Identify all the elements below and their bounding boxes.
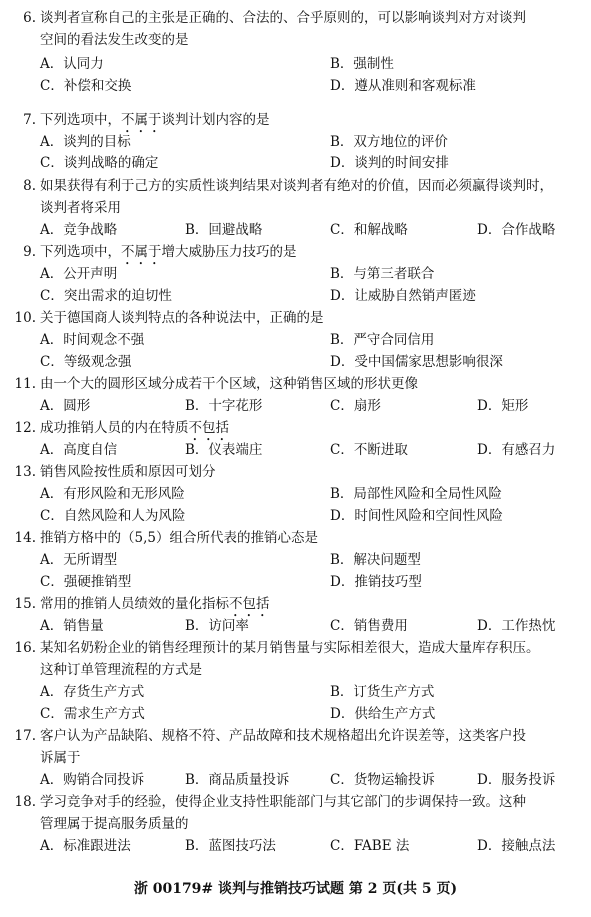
option-c: C．扇形 [330, 398, 381, 414]
option-a: A．存货生产方式 [40, 684, 145, 700]
question-number: 16. [14, 640, 36, 656]
option-a: A．谈判的目标 [40, 134, 131, 150]
option-c: C．突出需求的迫切性 [40, 288, 172, 304]
option-d: D．工作热忱 [477, 618, 556, 634]
option-a: A．购销合同投诉 [40, 772, 145, 788]
option-c: C．货物运输投诉 [330, 772, 435, 788]
question-number: 13. [14, 464, 36, 480]
page-footer: 浙 00179# 谈判与推销技巧试题 第 2 页(共 5 页) [133, 881, 458, 897]
option-d: D．推销技巧型 [330, 574, 422, 590]
question-number: 10. [14, 310, 36, 326]
stem-text: 谈判计划内容的是 [161, 112, 270, 128]
question-stem-line: 客户认为产品缺陷、规格不符、产品故障和技术规格超出允许误差等，这类客户投 [40, 728, 526, 744]
question-number: 11. [14, 376, 36, 392]
option-d: D．供给生产方式 [330, 706, 436, 722]
option-c: C．FABE 法 [330, 838, 410, 854]
option-a: A．高度自信 [40, 442, 118, 458]
option-d: D．服务投诉 [477, 772, 556, 788]
stem-text: 下列选项中， [40, 112, 121, 128]
question-stem-line: 由一个大的圆形区域分成若干个区域，这种销售区域的形状更像 [40, 376, 418, 392]
option-a: A．圆形 [40, 398, 91, 414]
question-number: 9. [23, 244, 36, 260]
option-b: B．商品质量投诉 [185, 772, 290, 788]
question-stem-line: 某知名奶粉企业的销售经理预计的某月销售量与实际相差很大，造成大量库存积压。 [40, 640, 540, 656]
option-a: A．有形风险和无形风险 [40, 486, 185, 502]
stem-text: 增大威胁压力技巧的是 [161, 244, 297, 260]
option-d: D．接触点法 [477, 838, 556, 854]
question-number: 7. [23, 112, 36, 128]
emphasis-text: 不属于 [121, 112, 162, 128]
stem-text: 下列选项中， [40, 244, 121, 260]
option-a: A．公开声明 [40, 266, 118, 282]
option-c: C．不断进取 [330, 442, 408, 458]
option-b: B．回避战略 [185, 222, 263, 238]
question-number: 15. [14, 596, 36, 612]
option-d: D．时间性风险和空间性风险 [330, 508, 503, 524]
option-b: B．与第三者联合 [330, 266, 435, 282]
question-stem-line: 空间的看法发生改变的是 [40, 32, 189, 48]
question-number: 18. [14, 794, 36, 810]
question-stem-line: 学习竞争对手的经验，使得企业支持性职能部门与其它部门的步调保持一致。这种 [40, 794, 526, 810]
option-c: C．自然风险和人为风险 [40, 508, 186, 524]
question-stem-line: 关于德国商人谈判特点的各种说法中，正确的是 [40, 310, 324, 326]
option-d: D．受中国儒家思想影响很深 [330, 354, 503, 370]
option-a: A．标准跟进法 [40, 838, 131, 854]
question-stem-line: 诉属于 [40, 750, 81, 766]
stem-text: 成功推销人员的内在特质 [40, 420, 189, 436]
option-b: B．蓝图技巧法 [185, 838, 276, 854]
question-stem-line: 这种订单管理流程的方式是 [40, 662, 202, 678]
option-c: C．强硬推销型 [40, 574, 132, 590]
question-number: 17. [14, 728, 36, 744]
option-c: C．和解战略 [330, 222, 408, 238]
option-b: B．仪表端庄 [185, 442, 263, 458]
option-b: B．严守合同信用 [330, 332, 435, 348]
question-number: 8. [23, 178, 36, 194]
option-c: C．等级观念强 [40, 354, 132, 370]
question-number: 6. [23, 10, 36, 26]
question-number: 12. [14, 420, 36, 436]
option-a: A．认同力 [40, 56, 104, 72]
option-b: B．十字花形 [185, 398, 263, 414]
option-b: B．局部性风险和全局性风险 [330, 486, 502, 502]
option-d: D．让威胁自然销声匿迹 [330, 288, 476, 304]
option-a: A．销售量 [40, 618, 104, 634]
question-stem-line: 推销方格中的（5,5）组合所代表的推销心态是 [40, 530, 318, 546]
question-number: 14. [14, 530, 36, 546]
option-a: A．时间观念不强 [40, 332, 145, 348]
option-c: C．销售费用 [330, 618, 408, 634]
option-b: B．双方地位的评价 [330, 134, 448, 150]
option-b: B．强制性 [330, 56, 394, 72]
option-a: A．竞争战略 [40, 222, 118, 238]
option-d: D．有感召力 [477, 442, 556, 458]
stem-text: 常用的推销人员绩效的量化指标 [40, 596, 229, 612]
question-stem-line: 管理属于提高服务质量的 [40, 816, 189, 832]
question-stem-line: 谈判者宣称自己的主张是正确的、合法的、合乎原则的，可以影响谈判对方对谈判 [40, 10, 526, 26]
option-d: D．矩形 [477, 398, 529, 414]
question-stem-line: 销售风险按性质和原因可划分 [40, 464, 216, 480]
emphasis-text: 不包括 [188, 420, 229, 436]
option-c: C．需求生产方式 [40, 706, 145, 722]
option-b: B．解决问题型 [330, 552, 421, 568]
emphasis-text: 不包括 [229, 596, 270, 612]
option-a: A．无所谓型 [40, 552, 118, 568]
option-b: B．订货生产方式 [330, 684, 435, 700]
option-d: D．合作战略 [477, 222, 556, 238]
option-d: D．遵从准则和客观标准 [330, 78, 476, 94]
question-stem-line: 谈判者将采用 [40, 200, 121, 216]
option-d: D．谈判的时间安排 [330, 155, 449, 171]
emphasis-text: 不属于 [121, 244, 162, 260]
question-stem-line: 如果获得有利于己方的实质性谈判结果对谈判者有绝对的价值，因而必须赢得谈判时， [40, 178, 553, 194]
option-c: C．谈判战略的确定 [40, 155, 159, 171]
option-c: C．补偿和交换 [40, 78, 132, 94]
option-b: B．访问率 [185, 618, 249, 634]
